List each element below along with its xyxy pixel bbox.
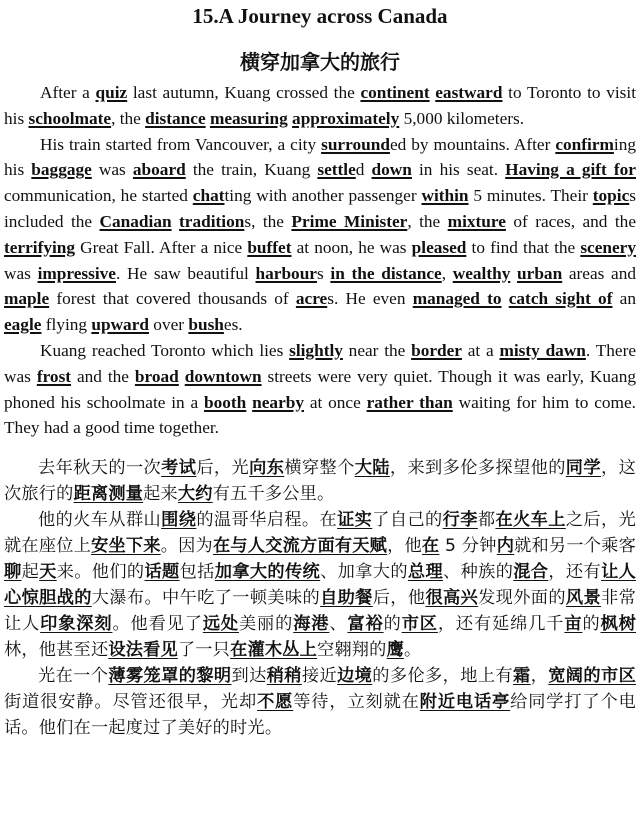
vocab-keyword: 聊 (4, 562, 22, 583)
text-run: ，他 (387, 536, 422, 557)
vocab-keyword: 同学 (565, 458, 601, 479)
vocab-keyword: 考试 (161, 458, 197, 479)
vocab-keyword: within (421, 186, 469, 206)
vocab-keyword: frost (36, 366, 72, 386)
vocab-keyword: 混合 (513, 562, 549, 583)
vocab-keyword: pleased (411, 237, 467, 257)
vocab-keyword: settle (317, 160, 356, 180)
vocab-keyword: Prime Minister (291, 211, 408, 231)
text-run: 5 分钟 (439, 536, 497, 557)
vocab-keyword: 自助餐 (320, 588, 373, 609)
text-run: ing his (4, 134, 636, 180)
text-run: ，这次旅行的 (4, 458, 636, 505)
text-run: 来。他们的 (56, 562, 145, 583)
vocab-keyword: surround (321, 134, 390, 154)
vocab-keyword: 风景 (565, 588, 602, 609)
text-run: ， (530, 666, 549, 687)
vocab-keyword: 鹰 (386, 640, 404, 661)
text-run: 空翱翔的 (317, 640, 387, 661)
text-run (172, 212, 179, 231)
vocab-keyword: misty dawn (499, 340, 586, 360)
text-run: Great Fall. After a nice (75, 237, 248, 257)
text-run: 街道很安静。尽管还很早，光却 (4, 692, 258, 713)
vocab-keyword: buffet (247, 237, 292, 257)
document-title: 15.A Journey across Canada (192, 4, 448, 28)
text-run: 就和另一个乘客 (514, 536, 636, 557)
vocab-keyword: 海港 (293, 614, 330, 635)
vocab-keyword: 印象深刻 (40, 614, 113, 635)
text-run: 等待，立刻就在 (293, 692, 420, 713)
english-paragraph-1 (4, 80, 636, 132)
vocab-keyword: urban (517, 263, 563, 283)
text-run: s (316, 263, 331, 283)
vocab-keyword: Having a gift for (505, 160, 636, 180)
vocab-keyword: 富裕 (347, 614, 384, 635)
vocab-keyword: 总理 (407, 562, 444, 583)
vocab-keyword: baggage (31, 160, 92, 180)
vocab-keyword: 测量 (108, 484, 144, 505)
vocab-keyword: impressive (37, 263, 116, 283)
text-run: 的多伦多，地上有 (372, 666, 514, 687)
text-run: 包括 (179, 562, 215, 583)
vocab-keyword: 看见 (143, 640, 178, 661)
text-run: at noon, he was (291, 237, 412, 257)
text-run: . There was (4, 340, 637, 386)
text-run: d (355, 160, 372, 180)
vocab-keyword: schoolmate (28, 108, 112, 128)
text-run: 。他看见了 (112, 614, 203, 635)
text-run: 后，光 (196, 458, 250, 479)
text-run: 、 (329, 614, 348, 635)
vocab-keyword: 枫树 (600, 614, 636, 635)
vocab-keyword: 行李 (442, 510, 478, 531)
vocab-keyword: in the distance (330, 263, 442, 283)
vocab-keyword: continent (360, 83, 430, 102)
text-run: ed by mountains. After (389, 134, 556, 154)
text-run: 的 (582, 614, 601, 635)
text-run: 非常让人 (4, 588, 636, 635)
vocab-keyword: 霜 (513, 666, 531, 687)
text-run: over (148, 315, 189, 335)
vocab-keyword: 让人心惊胆战的 (4, 562, 637, 609)
vocab-keyword: 很高兴 (425, 588, 479, 609)
text-run: 林，他甚至还 (4, 640, 109, 661)
vocab-keyword: chat (192, 186, 225, 206)
vocab-keyword: terrifying (4, 237, 76, 257)
text-run: to find that the (466, 237, 581, 257)
vocab-keyword: measuring (209, 108, 288, 128)
vocab-keyword: upward (91, 315, 149, 335)
text-run: 大瀑布。中午吃了一顿美味的 (91, 588, 321, 609)
vocab-keyword: maple (4, 289, 50, 309)
text-run: was (91, 160, 133, 180)
vocab-keyword: eagle (4, 315, 42, 335)
text-run: His train started from Vancouver, a city (40, 134, 322, 154)
vocab-keyword: mixture (447, 211, 506, 231)
vocab-keyword: 远处 (202, 614, 239, 635)
text-run: Kuang reached Toronto which lies (40, 340, 290, 360)
text-run: ting with another passenger (224, 186, 422, 206)
vocab-keyword: rather than (366, 392, 453, 412)
text-run: 都 (477, 510, 496, 531)
vocab-keyword: nearby (252, 392, 304, 412)
text-run: 的 (383, 614, 402, 635)
text-run: 。因为 (160, 536, 213, 557)
vocab-keyword: 围绕 (161, 510, 197, 531)
text-run: 、种族的 (443, 562, 514, 583)
vocab-keyword: downtown (184, 366, 262, 386)
text-run: 发现外面的 (478, 588, 566, 609)
text-run: 。 (403, 640, 422, 661)
vocab-keyword: 证实 (337, 510, 373, 531)
vocab-keyword: 在灌木丛上 (230, 640, 318, 661)
vocab-keyword: tradition (179, 211, 245, 231)
vocab-keyword: 市区 (401, 614, 438, 635)
vocab-keyword: broad (134, 366, 179, 386)
text-run: 光在一个 (38, 666, 109, 687)
text-run: , (441, 263, 453, 283)
text-run: last autumn, Kuang crossed the (127, 83, 361, 102)
text-run: flying (41, 315, 92, 335)
vocab-keyword: 话题 (144, 562, 180, 583)
vocab-keyword: confirm (555, 134, 614, 154)
text-run: at once (303, 392, 367, 412)
vocab-keyword: aboard (132, 160, 186, 180)
vocab-keyword: bush (188, 315, 224, 335)
text-run: and the (71, 366, 135, 386)
vocab-keyword: 附近电话亭 (419, 692, 511, 713)
text-run: to Toronto to visit his (4, 83, 636, 128)
text-run: After a (40, 83, 96, 102)
text-run: , the (111, 108, 146, 128)
vocab-keyword: harbour (255, 263, 317, 283)
vocab-keyword: border (411, 340, 462, 360)
text-run: , the (407, 211, 448, 231)
text-run: in his seat. (411, 160, 506, 180)
text-run: ，还有 (548, 562, 602, 583)
text-run: communication, he started (4, 186, 193, 206)
text-run (502, 289, 509, 308)
vocab-keyword: 内 (496, 536, 515, 557)
vocab-keyword: topic (592, 186, 630, 206)
vocab-keyword: 宽阔的市区 (548, 666, 636, 687)
text-run: 美丽的 (238, 614, 294, 635)
text-run: areas and (562, 263, 637, 283)
text-run: the train, Kuang (185, 160, 318, 180)
vocab-keyword: 边境 (337, 666, 373, 687)
vocab-keyword: 加拿大的传统 (214, 562, 321, 583)
vocab-keyword: scenery (580, 237, 636, 257)
chinese-title: 横穿加拿大的旅行 (240, 50, 400, 74)
vocab-keyword: 稍稍 (266, 666, 302, 687)
text-run: waiting for him to come. They had a good time together. (4, 392, 636, 438)
vocab-keyword: approximately (292, 108, 400, 128)
text-run: 、加拿大的 (320, 562, 408, 583)
vocab-keyword: 不愿 (257, 692, 294, 713)
text-run: 之后，光就在座位上 (4, 510, 636, 557)
text-run: an (612, 289, 636, 309)
vocab-keyword: 安坐下来 (91, 536, 161, 557)
vocab-keyword: booth (204, 392, 247, 412)
vocab-keyword: 在与人交流方面有天赋 (212, 536, 388, 557)
vocab-keyword: 向东 (249, 458, 285, 479)
text-run: 5,000 kilometers. (399, 108, 525, 128)
vocab-keyword: 距离 (73, 484, 109, 505)
chinese-paragraph-2 (4, 507, 636, 663)
text-run: 有五千多公里。 (212, 484, 335, 505)
text-run: streets were very quiet. Though it was early, Kuang phoned his schoolmate in a (4, 366, 637, 412)
text-run: of races, and the (505, 211, 636, 231)
text-run: s. He even (327, 289, 413, 309)
text-run: 后，他 (372, 588, 426, 609)
text-run: 接近 (301, 666, 338, 687)
text-run: 了自己的 (372, 510, 443, 531)
chinese-paragraph-1 (4, 455, 636, 507)
text-run: 他的火车从群山 (38, 510, 162, 531)
vocab-keyword: acre (295, 289, 328, 309)
text-run: forest that covered thousands of (49, 289, 296, 309)
english-passage (4, 80, 636, 441)
text-run: 给同学打了个电话。他们在一起度过了美好的时光。 (4, 692, 636, 739)
text-run: ，还有延绵几千 (437, 614, 565, 635)
vocab-keyword: 大约 (177, 484, 213, 505)
english-paragraph-3 (4, 338, 636, 441)
vocab-keyword: 大陆 (354, 458, 390, 479)
text-run: 5 minutes. Their (468, 186, 593, 206)
text-run: ，来到多伦多探望他的 (389, 458, 566, 479)
vocab-keyword: 亩 (564, 614, 583, 635)
document-page (0, 4, 640, 837)
vocab-keyword: distance (145, 108, 206, 128)
text-run: at a (461, 340, 500, 360)
vocab-keyword: 在火车上 (495, 510, 566, 531)
text-run: 了一只 (177, 640, 231, 661)
vocab-keyword: 天 (39, 562, 57, 583)
text-run: 到达 (231, 666, 267, 687)
text-run: s, the (244, 211, 292, 231)
text-run: near the (342, 340, 412, 360)
vocab-keyword: managed to (412, 289, 502, 309)
vocab-keyword: down (371, 160, 412, 180)
vocab-keyword: eastward (435, 83, 503, 102)
english-paragraph-2 (4, 132, 636, 338)
vocab-keyword: quiz (95, 83, 128, 102)
text-run: was (4, 263, 38, 283)
text-run: 横穿整个 (284, 458, 355, 479)
vocab-keyword: 薄雾笼罩的黎明 (108, 666, 232, 687)
text-run: s included the (4, 186, 636, 231)
vocab-keyword: catch sight of (508, 289, 613, 309)
vocab-keyword: Canadian (99, 211, 172, 231)
vocab-keyword: slightly (289, 340, 343, 360)
vocab-keyword: 在 (421, 536, 440, 557)
vocab-keyword: 设法 (108, 640, 144, 661)
text-run: 的温哥华启程。在 (196, 510, 338, 531)
text-run: 起来 (143, 484, 178, 505)
chinese-translation (4, 455, 636, 741)
text-run: . He saw beautiful (115, 263, 256, 283)
text-run: 去年秋天的一次 (38, 458, 162, 479)
text-run: 起 (21, 562, 40, 583)
chinese-paragraph-3 (4, 663, 636, 741)
text-run: es. (223, 315, 243, 335)
vocab-keyword: wealthy (452, 263, 511, 283)
